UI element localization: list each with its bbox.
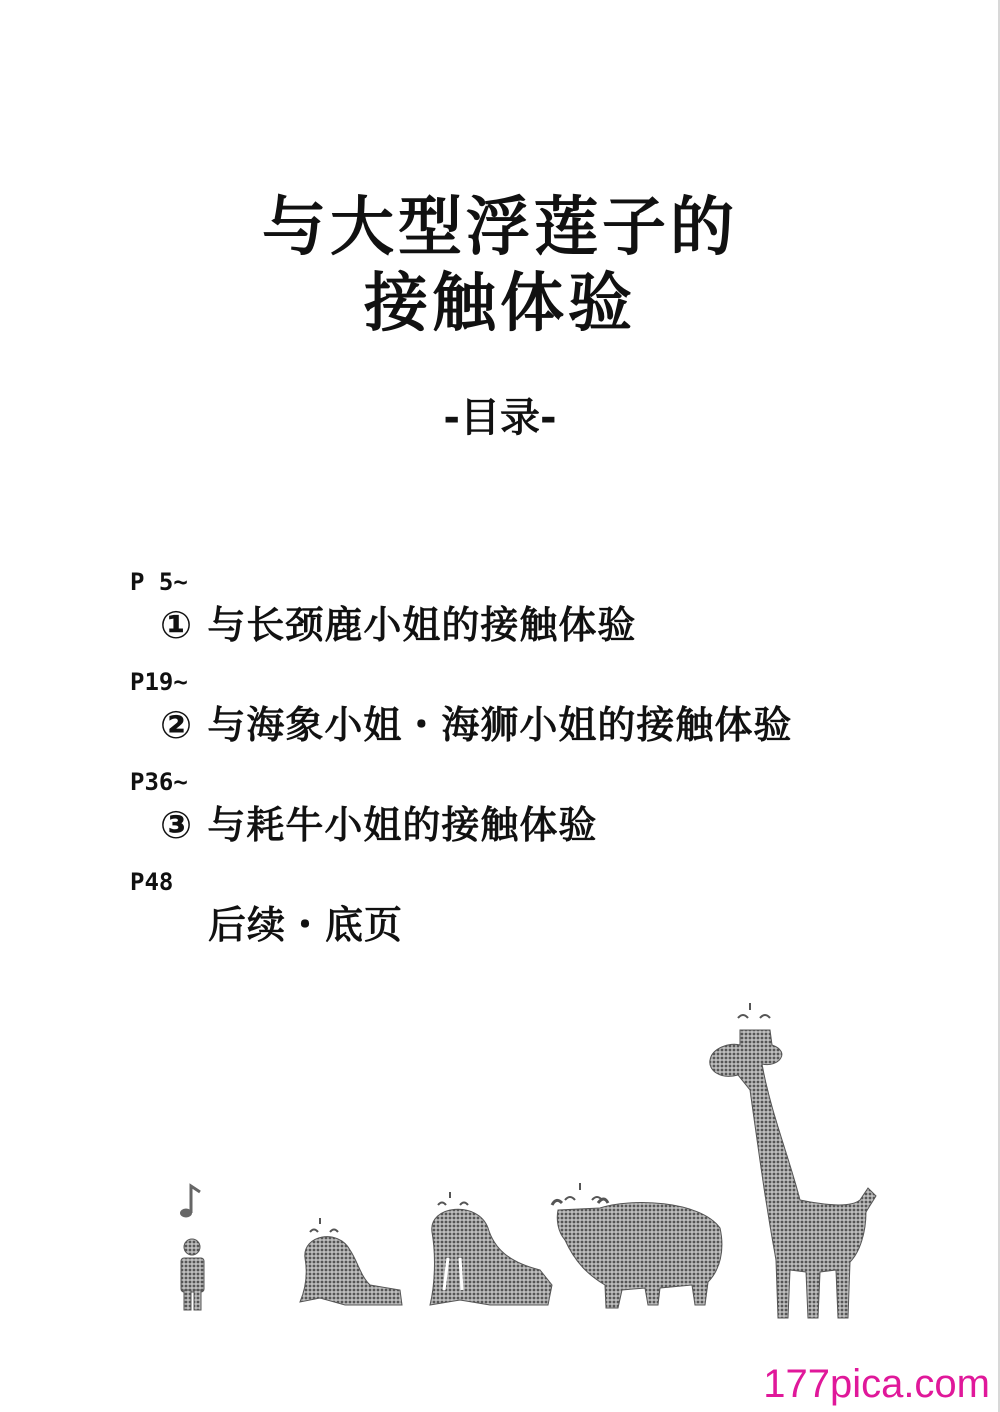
animal-silhouettes-illustration	[160, 1000, 900, 1320]
toc-page-number: P 5~	[130, 568, 188, 596]
yak-icon	[552, 1183, 722, 1308]
giraffe-icon	[710, 1003, 876, 1318]
toc-chapter-title: ③ 与耗牛小姐的接触体验	[160, 803, 598, 847]
sea-lion-icon	[300, 1218, 402, 1305]
toc-entry	[130, 870, 950, 970]
music-note-icon	[180, 1186, 200, 1218]
toc-page-number: P19~	[130, 668, 188, 696]
toc-chapter-title: ① 与长颈鹿小姐的接触体验	[160, 603, 637, 647]
toc-heading: -目录-	[443, 395, 557, 441]
toc-entry	[130, 770, 950, 870]
toc-entry	[130, 670, 950, 770]
toc-entry	[130, 570, 950, 670]
toc-page-number: P48	[130, 868, 174, 896]
book-title-line-2: 接触体验	[364, 267, 636, 341]
toc-chapter-title: 后续・底页	[208, 903, 404, 947]
site-watermark: 177pica.com	[763, 1362, 990, 1406]
table-of-contents	[130, 570, 950, 970]
toc-page-number: P36~	[130, 768, 188, 796]
person-icon	[181, 1239, 204, 1310]
walrus-icon	[430, 1192, 552, 1305]
toc-chapter-title: ② 与海象小姐・海狮小姐的接触体验	[160, 703, 793, 747]
book-title-line-1: 与大型浮莲子的	[262, 191, 738, 265]
